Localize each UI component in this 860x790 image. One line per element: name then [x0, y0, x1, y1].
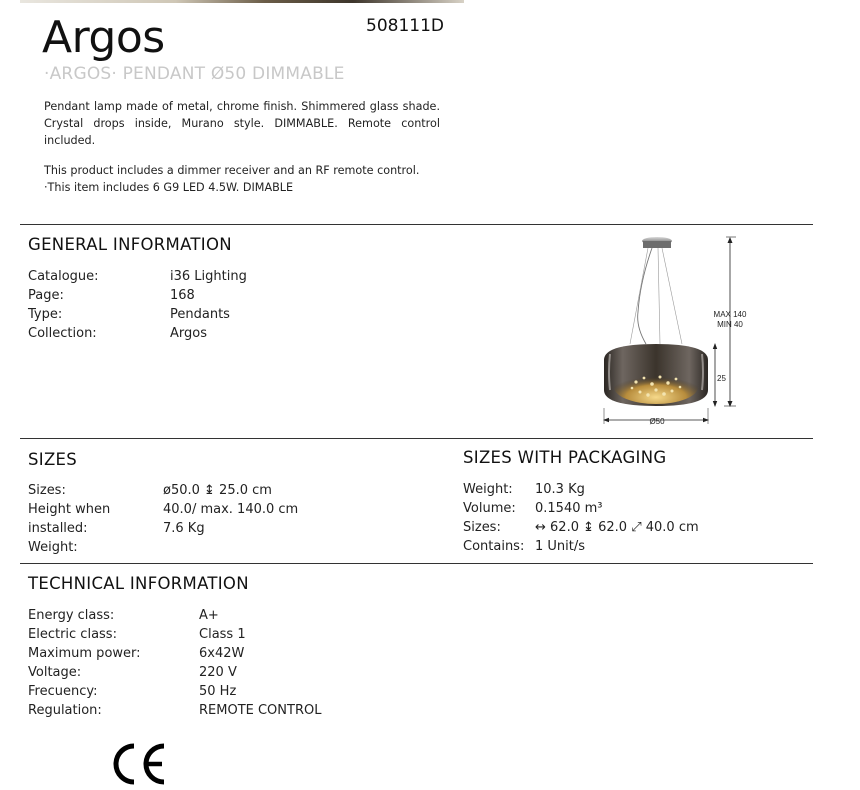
product-code: 508111D	[366, 16, 444, 36]
technical-label-power: Maximum power:	[28, 646, 141, 661]
technical-value-voltage: 220 V	[199, 665, 237, 680]
canopy-body	[643, 241, 671, 248]
packaging-label-volume: Volume:	[463, 501, 516, 516]
header-image-strip	[20, 0, 464, 3]
divider-technical	[20, 563, 813, 564]
sizes-value-weight: 7.6 Kg	[163, 521, 205, 536]
general-label-collection: Collection:	[28, 326, 97, 341]
sizes-label-weight: Weight:	[28, 540, 78, 555]
height-label-min: MIN 40	[717, 320, 743, 329]
arrow-up-icon	[713, 343, 717, 349]
packaging-heading: SIZES WITH PACKAGING	[463, 448, 667, 467]
packaging-label-contains: Contains:	[463, 539, 525, 554]
power-cable	[638, 248, 652, 344]
sizes-value-height: 40.0/ max. 140.0 cm	[163, 502, 299, 517]
packaging-value-contains: 1 Unit/s	[535, 539, 586, 554]
pendant-lamp-diagram	[596, 232, 756, 428]
diameter-label: Ø50	[649, 417, 665, 426]
arrow-up-icon	[728, 237, 733, 243]
technical-value-energy: A+	[199, 608, 219, 623]
technical-label-electric: Electric class:	[28, 627, 117, 642]
technical-label-energy: Energy class:	[28, 608, 115, 623]
general-value-catalogue: i36 Lighting	[170, 269, 247, 284]
technical-value-regulation: REMOTE CONTROL	[199, 703, 322, 718]
product-subtitle: ·ARGOS· PENDANT Ø50 DIMMABLE	[44, 64, 345, 84]
product-title: Argos	[42, 12, 165, 63]
product-description: Pendant lamp made of metal, chrome finish. Shimmered glass shade. Crystal drops inside, Murano style. DIMMABLE. Remote control included.	[44, 100, 440, 147]
divider-sizes	[20, 438, 813, 439]
technical-label-frequency: Frecuency:	[28, 684, 98, 699]
product-led-note: ·This item includes 6 G9 LED 4.5W. DIMABLE	[44, 181, 294, 194]
general-value-type: Pendants	[170, 307, 230, 322]
shade-highlight	[609, 354, 610, 390]
general-heading: GENERAL INFORMATION	[28, 235, 232, 254]
suspension-wire	[662, 248, 682, 344]
suspension-wire	[630, 248, 648, 344]
packaging-value-volume: 0.1540 m³	[535, 501, 603, 516]
technical-label-voltage: Voltage:	[28, 665, 82, 680]
technical-value-electric: Class 1	[199, 627, 246, 642]
technical-value-power: 6x42W	[199, 646, 245, 661]
general-value-collection: Argos	[170, 326, 207, 341]
packaging-label-weight: Weight:	[463, 482, 513, 497]
packaging-label-sizes: Sizes:	[463, 520, 501, 535]
technical-heading: TECHNICAL INFORMATION	[28, 574, 249, 593]
shade-highlight	[702, 354, 703, 390]
technical-value-frequency: 50 Hz	[199, 684, 237, 699]
ce-mark-icon	[112, 740, 170, 788]
suspension-wire	[658, 248, 660, 344]
sizes-label-height: Height when	[28, 502, 111, 517]
product-note: This product includes a dimmer receiver and an RF remote control.	[44, 164, 420, 177]
shade-height-label: 25	[717, 374, 726, 383]
crystal-drops-glow	[614, 370, 698, 404]
divider-general	[20, 224, 813, 225]
height-label-max: MAX 140	[713, 310, 747, 319]
packaging-value-weight: 10.3 Kg	[535, 482, 585, 497]
general-label-type: Type:	[28, 307, 63, 322]
sizes-value-dimensions: ø50.0 ↨ 25.0 cm	[163, 483, 272, 498]
sizes-heading: SIZES	[28, 450, 78, 469]
arrow-down-icon	[713, 401, 717, 407]
technical-label-regulation: Regulation:	[28, 703, 102, 718]
general-label-catalogue: Catalogue:	[28, 269, 99, 284]
sizes-label-installed: installed:	[28, 521, 88, 536]
packaging-value-sizes: ↔ 62.0 ↨ 62.0 ⤢ 40.0 cm	[535, 520, 699, 535]
general-value-page: 168	[170, 288, 195, 303]
sizes-label-sizes: Sizes:	[28, 483, 66, 498]
general-label-page: Page:	[28, 288, 64, 303]
